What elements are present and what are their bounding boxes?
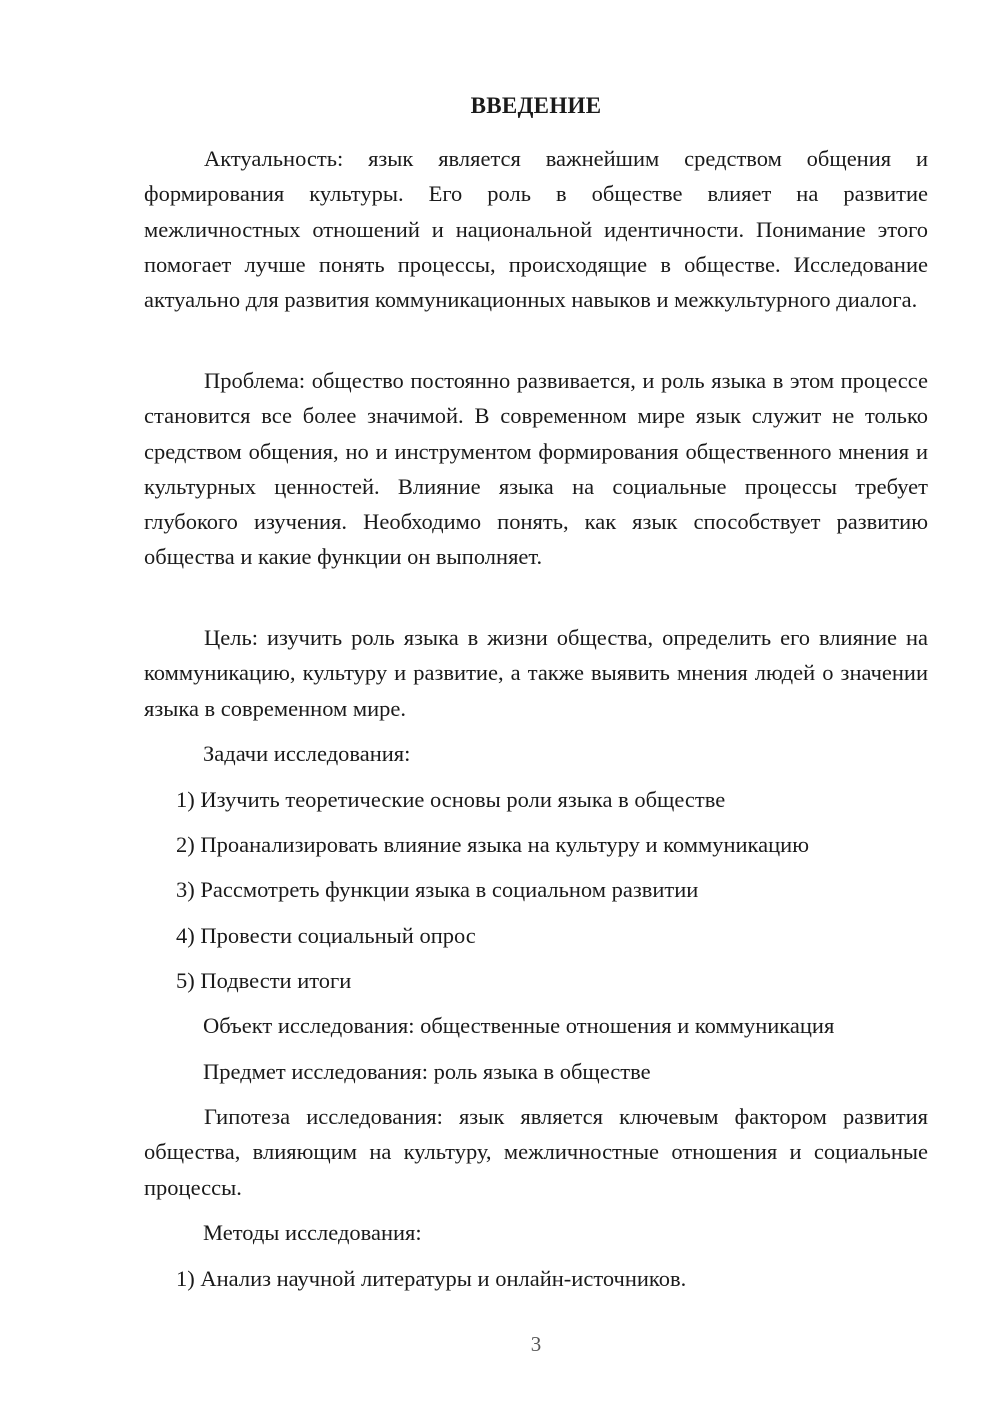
problem-paragraph: Проблема: общество постоянно развивается, и роль языка в этом процессе становится все более значимой. В современном мире язык служит не только средством общения, но и инструментом формирования общественного мнения и культурных ценностей. Влияние языка на социальные процессы требует глубокого изучения. Необходимо понять, как язык способствует развитию общества и какие функции он выполняет. bbox=[144, 368, 928, 570]
page-title: ВВЕДЕНИЕ bbox=[470, 93, 602, 118]
task-item-5: 5) Подвести итоги bbox=[176, 968, 352, 993]
task-item-1: 1) Изучить теоретические основы роли языка в обществе bbox=[176, 787, 726, 812]
hypothesis-paragraph: Гипотеза исследования: язык является ключевым фактором развития общества, влияющим на культуру, межличностные отношения и социальные процессы. bbox=[144, 1104, 928, 1200]
task-item-3: 3) Рассмотреть функции языка в социальном развитии bbox=[176, 877, 699, 902]
page-number: 3 bbox=[530, 1332, 542, 1356]
method-item-1: 1) Анализ научной литературы и онлайн-источников. bbox=[176, 1266, 687, 1291]
research-subject: Предмет исследования: роль языка в обществе bbox=[203, 1059, 651, 1084]
relevance-paragraph: Актуальность: язык является важнейшим средством общения и формирования культуры. Его роль в обществе влияет на развитие межличностных отношений и национальной идентичности. Понимание этого помогает лучше понять процессы, происходящие в обществе. Исследование актуально для развития коммуникационных навыков и межкультурного диалога. bbox=[144, 146, 928, 313]
goal-paragraph: Цель: изучить роль языка в жизни общества, определить его влияние на коммуникацию, культуру и развитие, а также выявить мнения людей о значении языка в современном мире. bbox=[144, 625, 928, 721]
research-object: Объект исследования: общественные отношения и коммуникация bbox=[203, 1013, 835, 1038]
task-item-4: 4) Провести социальный опрос bbox=[176, 923, 476, 948]
tasks-title: Задачи исследования: bbox=[203, 741, 411, 766]
methods-title: Методы исследования: bbox=[203, 1220, 422, 1245]
task-item-2: 2) Проанализировать влияние языка на культуру и коммуникацию bbox=[176, 832, 809, 857]
